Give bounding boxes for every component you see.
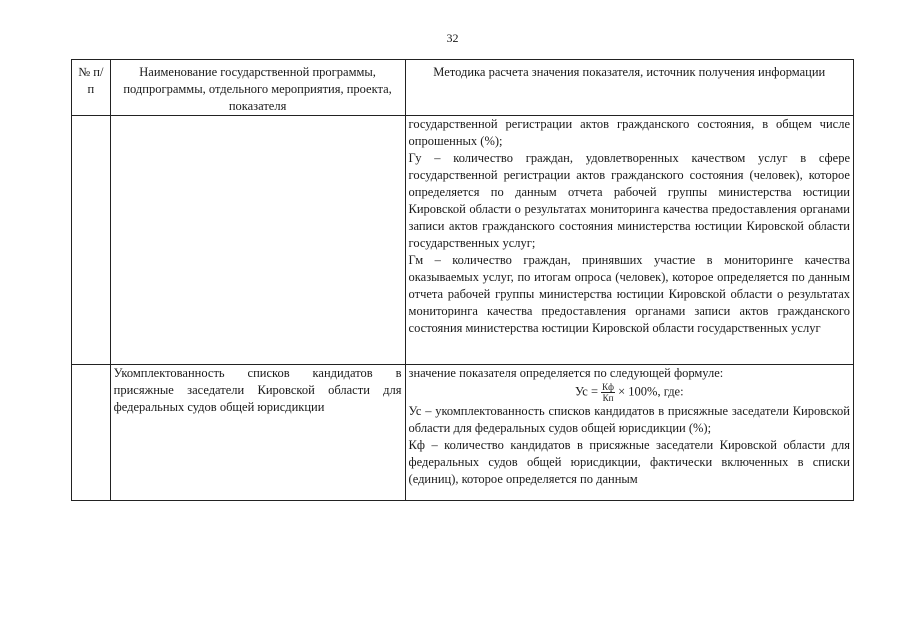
indicator-table <box>71 59 854 501</box>
formula-numerator: Кф <box>602 382 614 392</box>
row1-method-line-1: государственной регистрации актов гражданского состояния, в общем числе опрошенных (%); <box>408 117 850 148</box>
row1-num <box>72 116 111 365</box>
row2-name: Укомплектованность списков кандидатов в присяжные заседатели Кировской области для федеральных судов общей юрисдикции <box>110 365 405 501</box>
row2-method <box>405 365 853 501</box>
formula-rhs: × 100%, где: <box>618 384 684 399</box>
header-num: № п/п <box>72 60 111 116</box>
page-number: 32 <box>446 31 459 45</box>
header-method: Методика расчета значения показателя, источник получения информации <box>405 60 853 116</box>
row1-method <box>405 116 853 365</box>
table-header-row <box>72 60 854 116</box>
row2-method-line-1: Ус – укомплектованность списков кандидатов в присяжные заседатели Кировской области для федеральных судов общей юрисдикции (%); <box>408 404 850 435</box>
row2-method-intro: значение показателя определяется по следующей формуле: <box>408 366 724 380</box>
formula-lhs: Ус = <box>574 384 599 399</box>
formula-denominator: Кп <box>602 393 614 403</box>
row1-method-line-3: Гм – количество граждан, принявших участие в мониторинге качества оказываемых услуг, по итогам опроса (человек), которое определяется по данным отчета рабочей группы министерства юстиции Кировской области о результатах мониторинга качества предоставления органами записи актов гражданского состояния министерства юстиции Кировской области государственных услуг <box>408 253 850 335</box>
header-name: Наименование государственной программы, подпрограммы, отдельного мероприятия, проекта, показателя <box>110 60 405 116</box>
row2-method-line-2: Кф – количество кандидатов в присяжные заседатели Кировской области для федеральных судов общей юрисдикции, фактически включенных в списки (единиц), которое определяется по данным <box>408 438 850 486</box>
row2-num <box>72 365 111 501</box>
table-row <box>72 116 854 365</box>
formula <box>409 382 850 403</box>
table-row <box>72 365 854 501</box>
formula-fraction <box>601 382 615 403</box>
row1-name <box>110 116 405 365</box>
row1-method-line-2: Гу – количество граждан, удовлетворенных качеством услуг в сфере государственной регистрации актов гражданского состояния (человек), которое определяется по данным отчета рабочей группы министерства юстиции Кировской области о результатах мониторинга качества предоставления органами записи актов гражданского состояния министерства юстиции Кировской области государственных услуг; <box>408 151 850 250</box>
